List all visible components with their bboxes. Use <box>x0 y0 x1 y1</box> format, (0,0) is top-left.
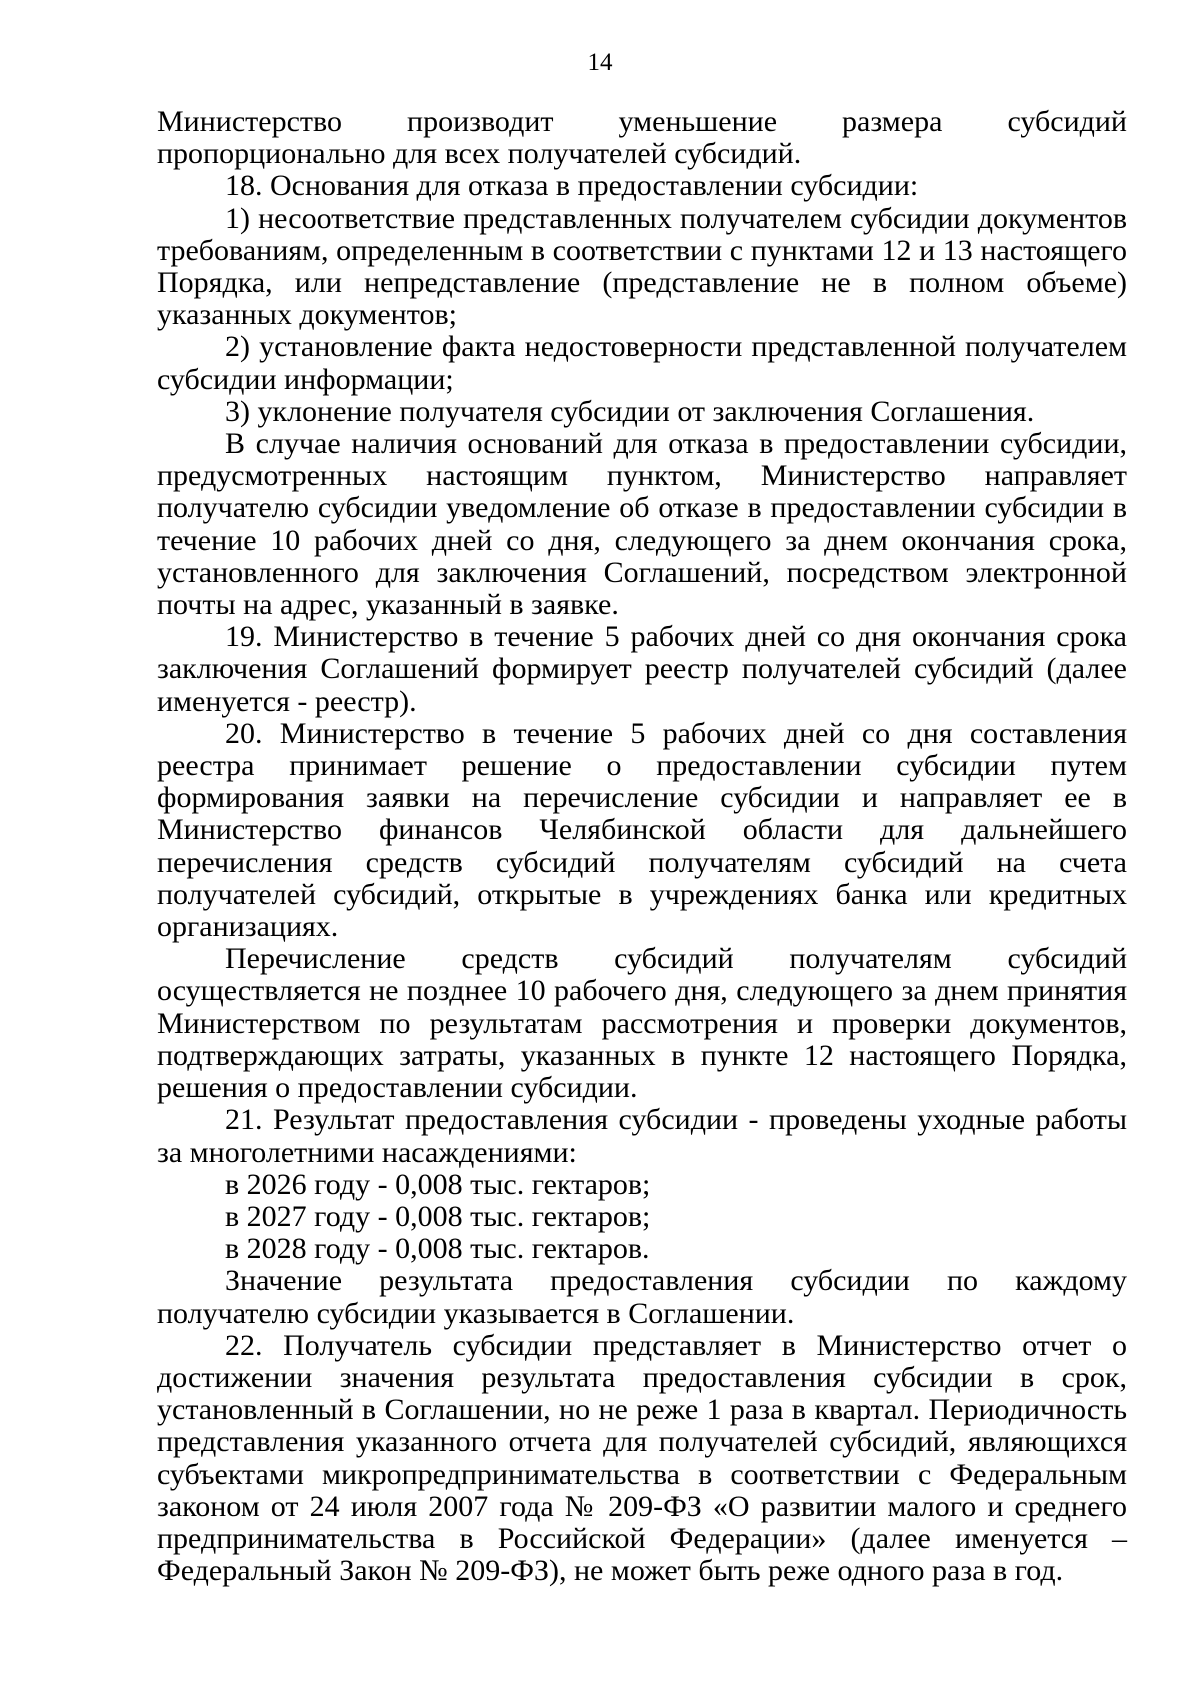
document-body <box>157 106 1127 1587</box>
paragraph-result-value: Значение результата предоставления субсидии по каждому получателю субсидии указывается в Соглашении. <box>157 1264 1127 1330</box>
paragraph-18-item-2: 2) установление факта недостоверности представленной получателем субсидии информации; <box>157 330 1127 396</box>
paragraph-refusal-notice: В случае наличия оснований для отказа в предоставлении субсидии, предусмотренных настоящим пунктом, Министерство направляет получателю субсидии уведомление об отказе в предоставлении субсидии в течение 10 рабочих дней со дня, следующего за днем окончания срока, установленного для заключения Соглашений, посредством электронной почты на адрес, указанный в заявке. <box>157 427 1127 622</box>
paragraph-18-item-1: 1) несоответствие представленных получателем субсидии документов требованиям, определенным в соответствии с пунктами 12 и 13 настоящего Порядка, или непредставление (представление не в полном объеме) указанных документов; <box>157 201 1127 332</box>
paragraph-20-decision: 20. Министерство в течение 5 рабочих дней со дня составления реестра принимает решение о предоставлении субсидии путем формирования заявки на перечисление субсидии и направляет ее в Министерство финансов Челябинской области для дальнейшего перечисления средств субсидий получателям субсидий на счета получателей субсидий, открытые в учреждениях банка или кредитных организациях. <box>157 716 1127 944</box>
paragraph-18-item-3: 3) уклонение получателя субсидии от заключения Соглашения. <box>225 394 1035 428</box>
result-item-2027: в 2027 году - 0,008 тыс. гектаров; <box>225 1199 651 1233</box>
paragraph-21-result: 21. Результат предоставления субсидии - проведены уходные работы за многолетними насаждениями: <box>157 1103 1127 1169</box>
paragraph-22-report: 22. Получатель субсидии представляет в Министерство отчет о достижении значения результата предоставления субсидии в срок, установленный в Соглашении, но не реже 1 раза в квартал. Периодичность представления указанного отчета для получателей субсидий, являющихся субъектами микропредпринимательства в соответствии с Федеральным законом от 24 июля 2007 года № 209-ФЗ «О развитии малого и среднего предпринимательства в Российской Федерации» (далее именуется – Федеральный Закон № 209-ФЗ), не может быть реже одного раза в год. <box>157 1328 1127 1588</box>
paragraph-subsidy-reduction: Министерство производит уменьшение размера субсидий пропорционально для всех получателей субсидий. <box>157 105 1127 171</box>
result-item-2026: в 2026 году - 0,008 тыс. гектаров; <box>225 1167 651 1201</box>
page-number: 14 <box>587 49 613 76</box>
paragraph-19-registry: 19. Министерство в течение 5 рабочих дней со дня окончания срока заключения Соглашений формирует реестр получателей субсидий (далее именуется - реестр). <box>157 620 1127 718</box>
result-item-2028: в 2028 году - 0,008 тыс. гектаров. <box>225 1232 650 1266</box>
paragraph-transfer-deadline: Перечисление средств субсидий получателям субсидий осуществляется не позднее 10 рабочего дня, следующего за днем принятия Министерством по результатам рассмотрения и проверки документов, подтверждающих затраты, указанных в пункте 12 настоящего Порядка, решения о предоставлении субсидии. <box>157 942 1127 1105</box>
paragraph-18-refusal-grounds: 18. Основания для отказа в предоставлении субсидии: <box>225 169 919 203</box>
